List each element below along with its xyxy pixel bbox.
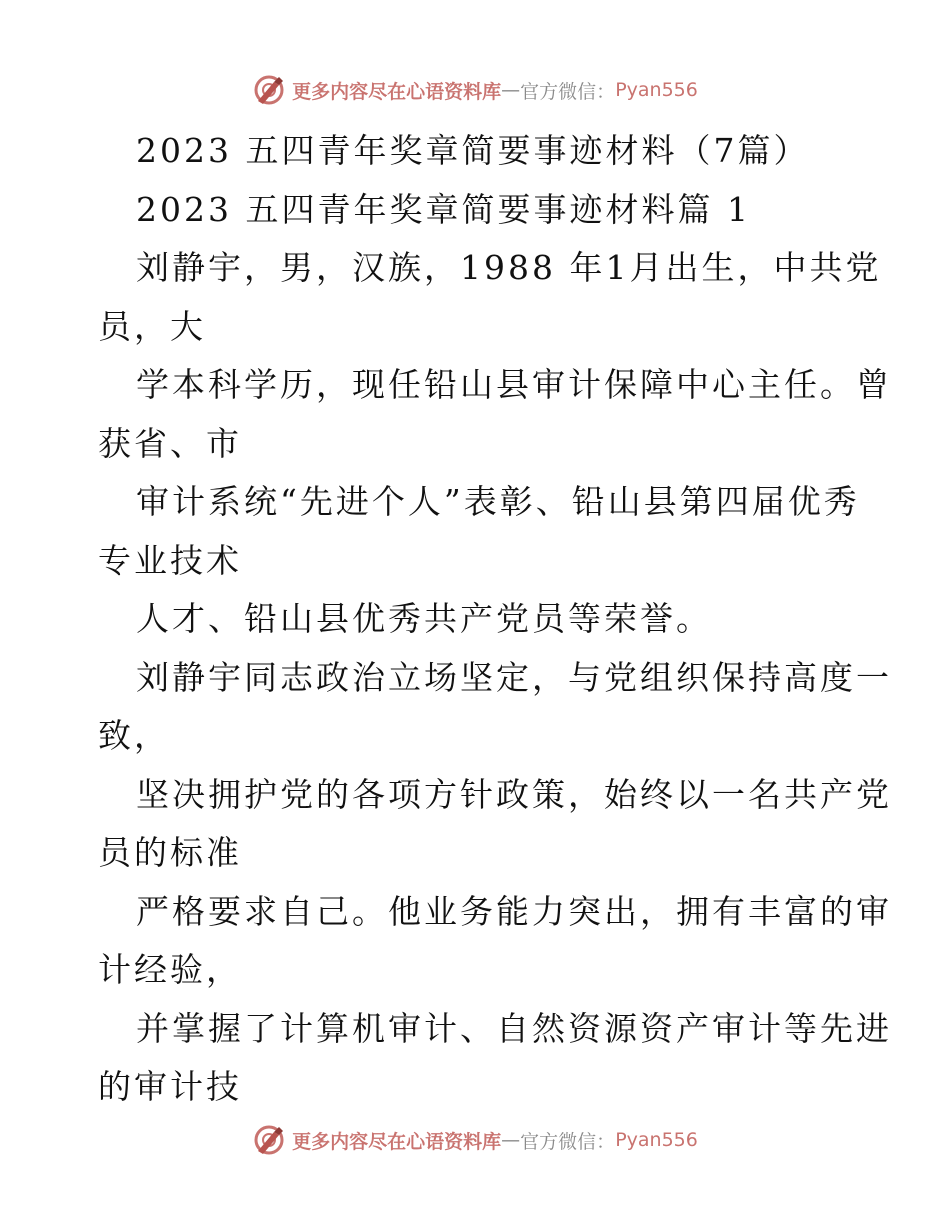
banner-wechat-handle: Pyan556 xyxy=(615,79,698,101)
text-line: 坚决拥护党的各项方针政策，始终以一名共产党 xyxy=(136,774,892,814)
text-line: 并掌握了计算机审计、自然资源资产审计等先进 xyxy=(136,1008,892,1048)
text-line: 计经验， xyxy=(98,950,242,989)
text-line: 严格要求自己。他业务能力突出，拥有丰富的审 xyxy=(136,891,892,931)
banner-site-name: 更多内容尽在心语资料库 xyxy=(292,80,502,103)
text-line: 刘静宇，男，汉族，1988 年1月出生，中共党 xyxy=(136,248,882,287)
banner-site-name: 更多内容尽在心语资料库 xyxy=(292,1130,502,1153)
text-line: 员的标准 xyxy=(98,833,242,872)
text-line: 的审计技 xyxy=(98,1067,242,1106)
document-title: 2023 五四青年奖章简要事迹材料（7篇） xyxy=(136,131,810,170)
text-line: 专业技术 xyxy=(98,540,242,580)
text-line: 审计系统“先进个人”表彰、铅山县第四届优秀 xyxy=(136,482,860,521)
text-line: 获省、市 xyxy=(98,423,242,463)
section-heading: 2023 五四青年奖章简要事迹材料篇 1 xyxy=(136,189,751,229)
banner-text xyxy=(292,1127,698,1154)
banner-wechat-label: 官方微信： xyxy=(520,1130,616,1153)
footer-banner xyxy=(0,1120,950,1160)
pen-logo-icon xyxy=(252,1123,286,1157)
text-line: 致， xyxy=(98,716,170,755)
banner-text xyxy=(292,77,698,104)
text-line: 刘静宇同志政治立场坚定，与党组织保持高度一 xyxy=(136,657,892,697)
pen-logo-icon xyxy=(252,73,286,107)
banner-wechat-handle: Pyan556 xyxy=(615,1129,698,1151)
text-line: 员，大 xyxy=(98,306,206,346)
banner-wechat-label: 官方微信： xyxy=(520,80,616,103)
text-line: 学本科学历，现任铅山县审计保障中心主任。曾 xyxy=(136,365,892,404)
text-line: 人才、铅山县优秀共产党员等荣誉。 xyxy=(136,599,712,638)
banner-dash: — xyxy=(501,1129,521,1151)
header-banner xyxy=(0,70,950,110)
document-body xyxy=(98,122,892,1117)
banner-dash: — xyxy=(501,79,521,101)
